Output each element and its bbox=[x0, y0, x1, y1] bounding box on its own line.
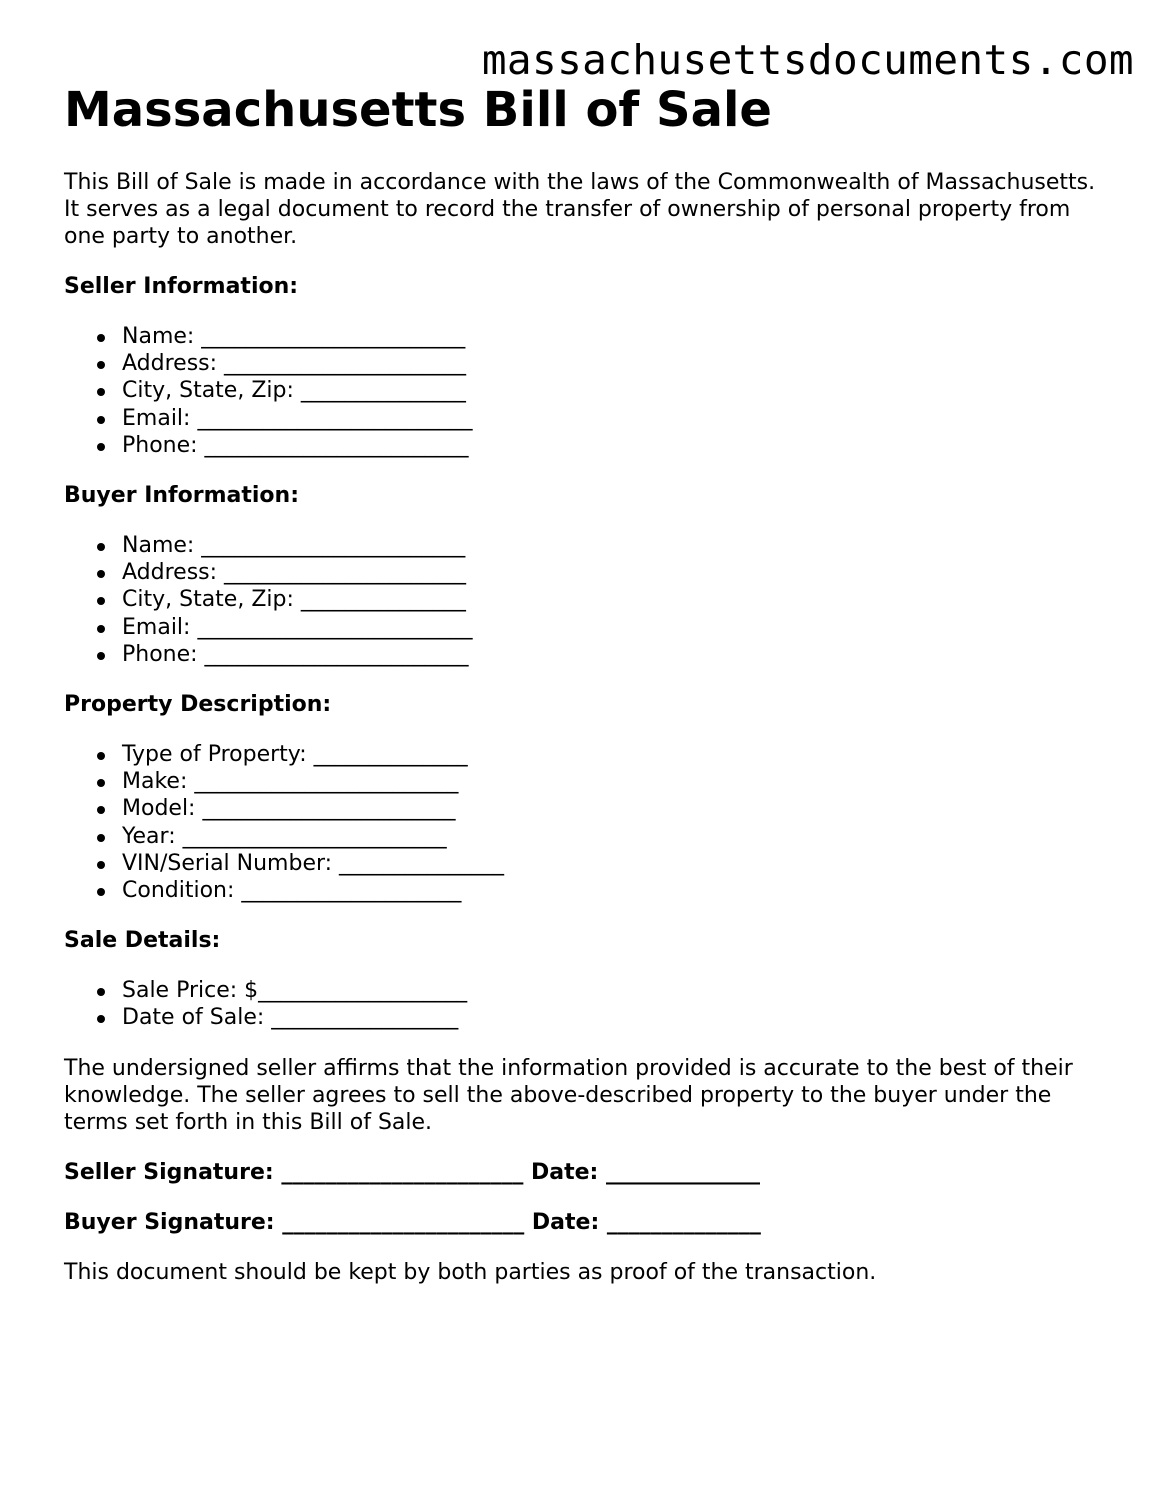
buyer-heading: Buyer Information: bbox=[64, 483, 299, 508]
seller-fields bbox=[64, 323, 472, 459]
property-vin-field[interactable]: VIN/Serial Number: _______________ bbox=[64, 850, 504, 877]
property-heading: Property Description: bbox=[64, 692, 332, 717]
sale-date-field[interactable]: Date of Sale: _________________ bbox=[64, 1004, 467, 1031]
sale-heading: Sale Details: bbox=[64, 928, 221, 953]
buyer-email-field[interactable]: Email: _________________________ bbox=[64, 614, 472, 641]
property-condition-field[interactable]: Condition: ____________________ bbox=[64, 877, 504, 904]
property-year-field[interactable]: Year: ________________________ bbox=[64, 823, 504, 850]
document-title: Massachusetts Bill of Sale bbox=[64, 82, 772, 138]
seller-email-field[interactable]: Email: _________________________ bbox=[64, 405, 472, 432]
seller-phone-field[interactable]: Phone: ________________________ bbox=[64, 432, 472, 459]
intro-paragraph: This Bill of Sale is made in accordance with the laws of the Commonwealth of Massachusetts. It serves as a legal document to record the transfer of ownership of personal property from one party to another. bbox=[64, 170, 1096, 249]
buyer-signature-line[interactable]: Buyer Signature: ______________________ Date: ______________ bbox=[64, 1210, 761, 1235]
buyer-fields bbox=[64, 532, 472, 668]
closing-paragraph: This document should be kept by both parties as proof of the transaction. bbox=[64, 1260, 877, 1285]
property-fields bbox=[64, 741, 504, 904]
property-model-field[interactable]: Model: _______________________ bbox=[64, 795, 504, 822]
seller-name-field[interactable]: Name: ________________________ bbox=[64, 323, 472, 350]
seller-signature-line[interactable]: Seller Signature: ______________________ Date: ______________ bbox=[64, 1160, 760, 1185]
seller-city-state-zip-field[interactable]: City, State, Zip: _______________ bbox=[64, 377, 472, 404]
buyer-address-field[interactable]: Address: ______________________ bbox=[64, 559, 472, 586]
seller-heading: Seller Information: bbox=[64, 274, 299, 299]
buyer-phone-field[interactable]: Phone: ________________________ bbox=[64, 641, 472, 668]
site-watermark: massachusettsdocuments.com bbox=[481, 36, 1134, 84]
property-type-field[interactable]: Type of Property: ______________ bbox=[64, 741, 504, 768]
sale-fields bbox=[64, 977, 467, 1031]
sale-price-field[interactable]: Sale Price: $___________________ bbox=[64, 977, 467, 1004]
seller-address-field[interactable]: Address: ______________________ bbox=[64, 350, 472, 377]
property-make-field[interactable]: Make: ________________________ bbox=[64, 768, 504, 795]
buyer-name-field[interactable]: Name: ________________________ bbox=[64, 532, 472, 559]
affirmation-paragraph: The undersigned seller affirms that the information provided is accurate to the best of their knowledge. The seller agrees to sell the above-described property to the buyer under the terms set forth in this Bill of Sale. bbox=[64, 1056, 1073, 1135]
buyer-city-state-zip-field[interactable]: City, State, Zip: _______________ bbox=[64, 586, 472, 613]
